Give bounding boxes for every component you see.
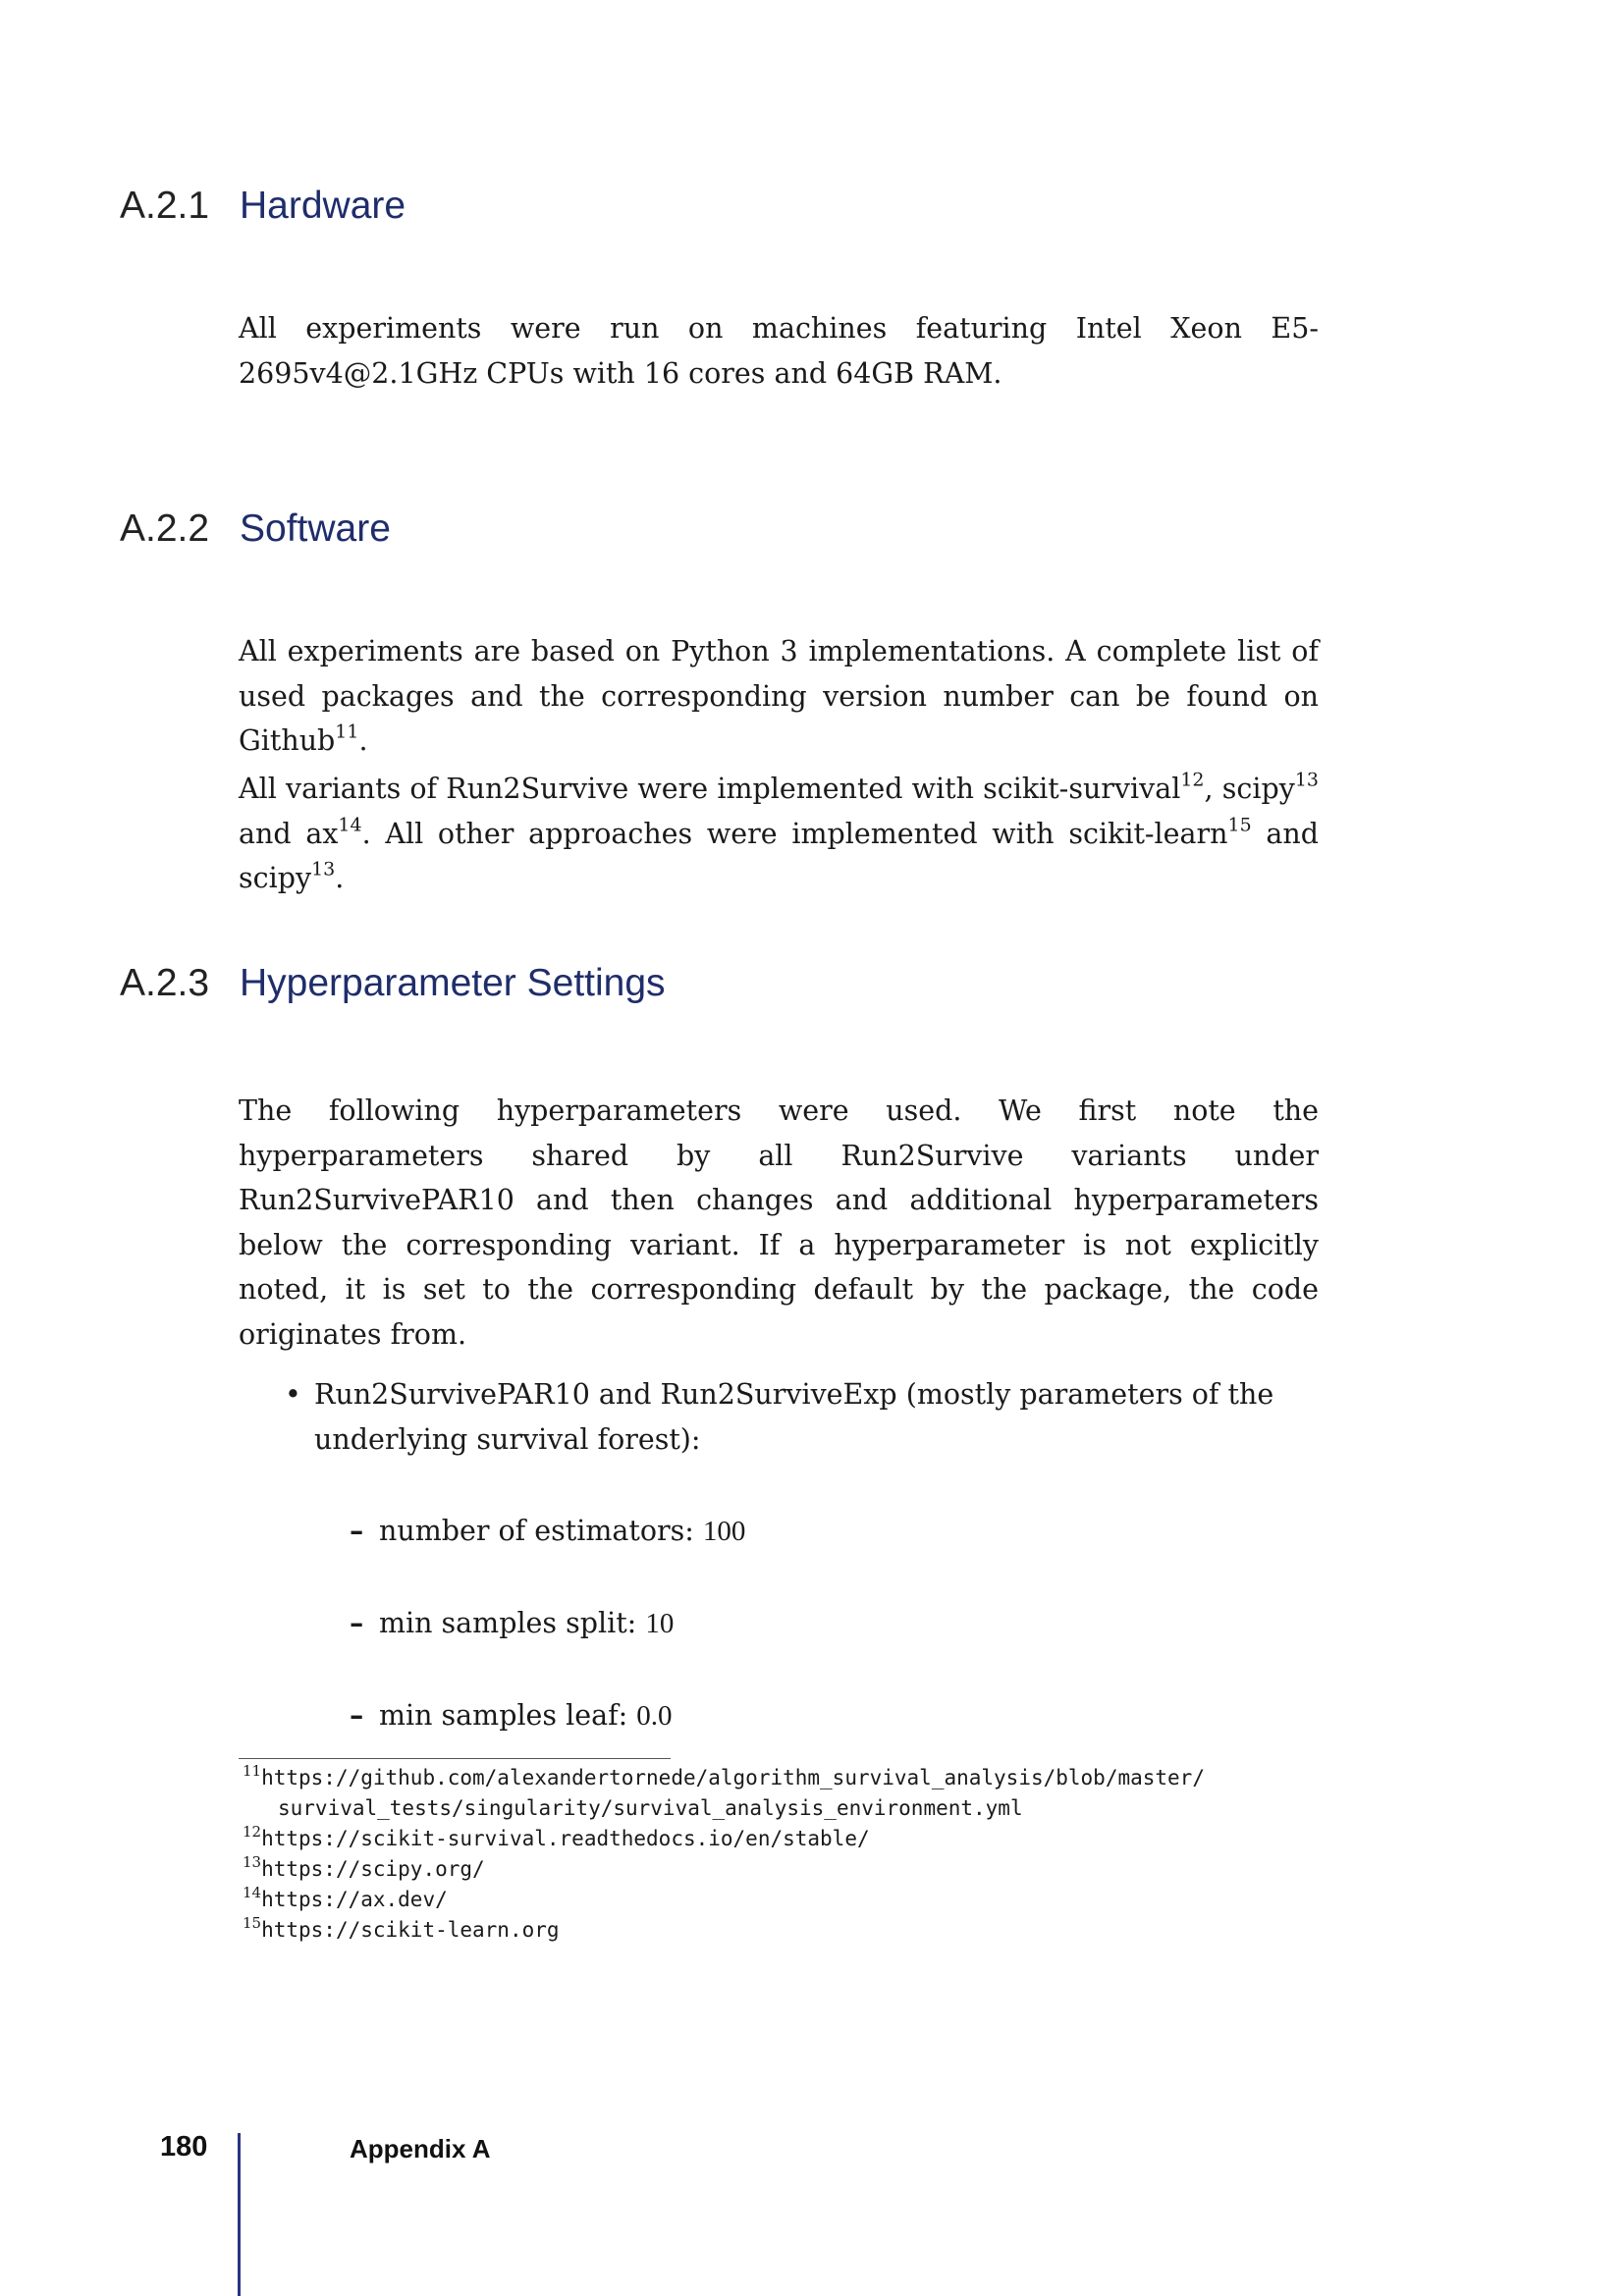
- sub-list-item: [350, 1601, 674, 1647]
- footnote-number: 11: [243, 1762, 262, 1780]
- text-run: , scipy: [1204, 773, 1295, 805]
- text-run: .: [335, 862, 345, 894]
- section-number: A.2.2: [120, 507, 210, 550]
- param-label: min samples leaf:: [379, 1699, 637, 1732]
- footnote-number: 15: [243, 1914, 262, 1932]
- footnote: [243, 1885, 1205, 1915]
- footnote-ref[interactable]: 13: [311, 858, 336, 881]
- footnote-ref[interactable]: 12: [1180, 769, 1205, 791]
- footnote-ref[interactable]: 11: [335, 721, 359, 743]
- footnote-separator: [239, 1758, 671, 1759]
- footnote: [243, 1854, 1205, 1885]
- footnote-ref[interactable]: 14: [338, 814, 362, 836]
- footnote: [243, 1824, 1205, 1854]
- text-run: All experiments are based on Python 3 implementations. A complete list of used packages and the corresponding version number can be found on Github: [239, 635, 1319, 757]
- footnote-link[interactable]: https://scikit-survival.readthedocs.io/en/stable/: [261, 1827, 870, 1850]
- footnote-ref[interactable]: 13: [1294, 769, 1319, 791]
- bullet-marker: •: [285, 1378, 301, 1411]
- section-title: Hyperparameter Settings: [240, 962, 666, 1004]
- param-value: 10: [645, 1608, 675, 1639]
- footnote-number: 14: [243, 1884, 262, 1901]
- param-value: 0.0: [636, 1700, 673, 1732]
- text-run: All variants of Run2Survive were implemented with scikit-survival: [239, 773, 1181, 805]
- hardware-paragraph: All experiments were run on machines featuring Intel Xeon E5-2695v4@2.1GHz CPUs with 16 cores and 64GB RAM.: [239, 312, 1319, 390]
- running-head: Appendix A: [350, 2134, 491, 2163]
- footnote-continuation[interactable]: survival_tests/singularity/survival_analysis_environment.yml: [278, 1796, 1023, 1820]
- footnotes: [243, 1763, 1205, 1946]
- footnote: [243, 1763, 1205, 1793]
- dash-marker: –: [350, 1698, 364, 1732]
- section-number: A.2.1: [120, 185, 210, 227]
- footnote-ref[interactable]: 15: [1227, 814, 1252, 836]
- footnote-link[interactable]: https://scikit-learn.org: [261, 1918, 560, 1942]
- footnote-number: 12: [243, 1823, 262, 1841]
- software-paragraph-1: [239, 629, 1319, 764]
- footnote-number: 13: [243, 1853, 262, 1871]
- dash-marker: –: [350, 1606, 364, 1639]
- bullet-text: Run2SurvivePAR10 and Run2SurviveExp (mostly parameters of the underlying survival forest):: [314, 1378, 1274, 1456]
- param-label: number of estimators:: [379, 1515, 703, 1547]
- footnote: [243, 1915, 1205, 1946]
- hyperparameter-intro: The following hyperparameters were used. We first note the hyperparameters shared by all Run2Survive variants under Run2SurvivePAR10 and then changes and additional hyperparameters below the corresponding variant. If a hyperparameter is not explicitly noted, it is set to the corresponding default by the package, the code originates from.: [239, 1095, 1319, 1351]
- text-run: .: [358, 724, 368, 757]
- footnote-link[interactable]: https://github.com/alexandertornede/algorithm_survival_analysis/blob/master/: [261, 1766, 1205, 1789]
- footnote-link[interactable]: https://scipy.org/: [261, 1857, 485, 1881]
- page-number: 180: [160, 2131, 208, 2163]
- param-value: 100: [702, 1516, 746, 1547]
- text-run: and scipy: [239, 817, 1319, 894]
- section-heading-software: [120, 506, 391, 553]
- footnote-link[interactable]: https://ax.dev/: [261, 1888, 448, 1911]
- section-title: Software: [240, 507, 391, 550]
- software-paragraph-2: [239, 767, 1319, 901]
- sub-list-item: [350, 1693, 673, 1739]
- bullet-item: [285, 1372, 1311, 1462]
- footer-accent-rule: [238, 2133, 241, 2296]
- sub-list-item: [350, 1509, 745, 1555]
- section-title: Hardware: [240, 185, 406, 227]
- text-run: . All other approaches were implemented with scikit-learn: [361, 817, 1228, 850]
- text-run: and ax: [239, 817, 339, 850]
- dash-marker: –: [350, 1514, 364, 1547]
- section-heading-hyperparameters: [120, 960, 666, 1007]
- section-number: A.2.3: [120, 962, 210, 1004]
- param-label: min samples split:: [379, 1607, 646, 1639]
- section-heading-hardware: [120, 183, 406, 230]
